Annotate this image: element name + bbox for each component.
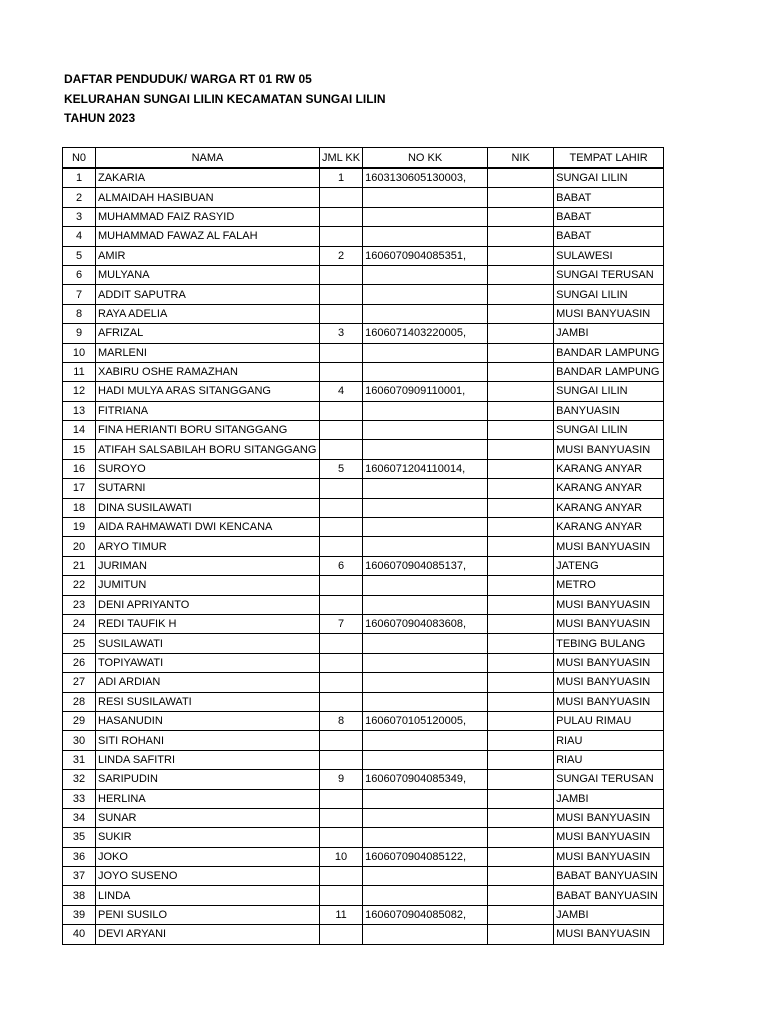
cell-nik <box>488 808 554 827</box>
cell-nik <box>488 246 554 265</box>
table-row <box>63 634 664 653</box>
cell-nama: HADI MULYA ARAS SITANGGANG <box>96 382 320 401</box>
cell-jml-kk <box>320 498 363 517</box>
cell-nama: TOPIYAWATI <box>96 653 320 672</box>
table-row <box>63 188 664 207</box>
cell-no-kk <box>363 227 488 246</box>
table-row <box>63 479 664 498</box>
cell-no: 38 <box>63 886 96 905</box>
cell-no-kk: 1606070904085351, <box>363 246 488 265</box>
table-row <box>63 498 664 517</box>
cell-jml-kk <box>320 401 363 420</box>
cell-nik <box>488 595 554 614</box>
cell-nik <box>488 576 554 595</box>
cell-no-kk <box>363 867 488 886</box>
cell-nama: SUNAR <box>96 808 320 827</box>
cell-no: 15 <box>63 440 96 459</box>
cell-tempat-lahir: JAMBI <box>554 905 664 924</box>
cell-tempat-lahir: BANDAR LAMPUNG <box>554 343 664 362</box>
table-row <box>63 401 664 420</box>
table-row <box>63 905 664 924</box>
cell-jml-kk <box>320 808 363 827</box>
cell-no: 16 <box>63 459 96 478</box>
cell-nik <box>488 673 554 692</box>
cell-tempat-lahir: SUNGAI LILIN <box>554 285 664 304</box>
cell-nama: SUROYO <box>96 459 320 478</box>
resident-table <box>62 147 664 945</box>
cell-no: 28 <box>63 692 96 711</box>
cell-no-kk <box>363 731 488 750</box>
cell-tempat-lahir: KARANG ANYAR <box>554 459 664 478</box>
table-row <box>63 246 664 265</box>
cell-no: 12 <box>63 382 96 401</box>
cell-tempat-lahir: SUNGAI LILIN <box>554 382 664 401</box>
cell-no: 39 <box>63 905 96 924</box>
cell-tempat-lahir: MUSI BANYUASIN <box>554 595 664 614</box>
table-row <box>63 265 664 284</box>
cell-tempat-lahir: MUSI BANYUASIN <box>554 653 664 672</box>
table-row <box>63 459 664 478</box>
table-row <box>63 828 664 847</box>
cell-tempat-lahir: MUSI BANYUASIN <box>554 537 664 556</box>
table-row <box>63 808 664 827</box>
table-row <box>63 285 664 304</box>
cell-tempat-lahir: BANDAR LAMPUNG <box>554 362 664 381</box>
cell-no: 9 <box>63 324 96 343</box>
table-row <box>63 324 664 343</box>
cell-jml-kk: 8 <box>320 711 363 730</box>
cell-nama: RAYA ADELIA <box>96 304 320 323</box>
cell-no-kk <box>363 498 488 517</box>
cell-nik <box>488 168 554 188</box>
cell-no-kk: 1606070909110001, <box>363 382 488 401</box>
cell-nik <box>488 421 554 440</box>
cell-no-kk: 1606070904085122, <box>363 847 488 866</box>
cell-nik <box>488 886 554 905</box>
cell-tempat-lahir: MUSI BANYUASIN <box>554 692 664 711</box>
cell-nama: ZAKARIA <box>96 168 320 188</box>
cell-tempat-lahir: BABAT BANYUASIN <box>554 886 664 905</box>
table-row <box>63 614 664 633</box>
cell-jml-kk <box>320 692 363 711</box>
cell-no-kk <box>363 265 488 284</box>
cell-no-kk: 1606070904085137, <box>363 556 488 575</box>
cell-nik <box>488 556 554 575</box>
table-row <box>63 382 664 401</box>
cell-jml-kk: 11 <box>320 905 363 924</box>
cell-jml-kk <box>320 265 363 284</box>
cell-jml-kk <box>320 421 363 440</box>
header-no-kk: NO KK <box>363 148 488 169</box>
cell-nama: ADDIT SAPUTRA <box>96 285 320 304</box>
cell-nama: MUHAMMAD FAWAZ AL FALAH <box>96 227 320 246</box>
table-row <box>63 227 664 246</box>
table-row <box>63 421 664 440</box>
cell-jml-kk: 4 <box>320 382 363 401</box>
cell-nik <box>488 498 554 517</box>
cell-tempat-lahir: BABAT <box>554 188 664 207</box>
cell-jml-kk <box>320 304 363 323</box>
cell-jml-kk <box>320 576 363 595</box>
cell-nama: ARYO TIMUR <box>96 537 320 556</box>
cell-no-kk <box>363 401 488 420</box>
cell-jml-kk <box>320 595 363 614</box>
cell-nik <box>488 711 554 730</box>
cell-jml-kk <box>320 886 363 905</box>
table-row <box>63 168 664 188</box>
cell-nama: HASANUDIN <box>96 711 320 730</box>
cell-nik <box>488 847 554 866</box>
cell-jml-kk <box>320 188 363 207</box>
cell-nik <box>488 731 554 750</box>
cell-nama: XABIRU OSHE RAMAZHAN <box>96 362 320 381</box>
cell-nik <box>488 324 554 343</box>
cell-jml-kk <box>320 440 363 459</box>
cell-nik <box>488 692 554 711</box>
cell-tempat-lahir: RIAU <box>554 750 664 769</box>
header-no: N0 <box>63 148 96 169</box>
cell-nik <box>488 634 554 653</box>
cell-tempat-lahir: MUSI BANYUASIN <box>554 673 664 692</box>
cell-nik <box>488 537 554 556</box>
cell-no-kk <box>363 576 488 595</box>
cell-nik <box>488 227 554 246</box>
heading-title: DAFTAR PENDUDUK/ WARGA RT 01 RW 05 <box>64 72 312 86</box>
cell-tempat-lahir: BANYUASIN <box>554 401 664 420</box>
cell-nama: JUMITUN <box>96 576 320 595</box>
cell-no-kk: 1606070105120005, <box>363 711 488 730</box>
cell-no: 7 <box>63 285 96 304</box>
table-row <box>63 711 664 730</box>
cell-nik <box>488 614 554 633</box>
cell-nik <box>488 905 554 924</box>
cell-no-kk <box>363 440 488 459</box>
cell-nik <box>488 285 554 304</box>
cell-no-kk <box>363 653 488 672</box>
cell-nik <box>488 867 554 886</box>
cell-no: 3 <box>63 207 96 226</box>
cell-no-kk <box>363 828 488 847</box>
cell-jml-kk: 10 <box>320 847 363 866</box>
cell-nama: SUSILAWATI <box>96 634 320 653</box>
cell-nama: MARLENI <box>96 343 320 362</box>
cell-nik <box>488 750 554 769</box>
cell-tempat-lahir: SUNGAI TERUSAN <box>554 770 664 789</box>
cell-no: 32 <box>63 770 96 789</box>
cell-no-kk <box>363 537 488 556</box>
cell-no: 13 <box>63 401 96 420</box>
cell-no-kk: 1606070904085082, <box>363 905 488 924</box>
cell-tempat-lahir: MUSI BANYUASIN <box>554 847 664 866</box>
table-row <box>63 362 664 381</box>
table-row <box>63 537 664 556</box>
cell-no-kk <box>363 285 488 304</box>
cell-no: 4 <box>63 227 96 246</box>
cell-no: 19 <box>63 518 96 537</box>
cell-tempat-lahir: SUNGAI LILIN <box>554 168 664 188</box>
table-row <box>63 673 664 692</box>
cell-tempat-lahir: MUSI BANYUASIN <box>554 440 664 459</box>
cell-tempat-lahir: MUSI BANYUASIN <box>554 828 664 847</box>
cell-nama: SARIPUDIN <box>96 770 320 789</box>
cell-no-kk <box>363 188 488 207</box>
cell-tempat-lahir: MUSI BANYUASIN <box>554 808 664 827</box>
cell-no-kk: 1606070904083608, <box>363 614 488 633</box>
table-row <box>63 770 664 789</box>
cell-jml-kk <box>320 673 363 692</box>
cell-no: 29 <box>63 711 96 730</box>
cell-no: 20 <box>63 537 96 556</box>
cell-jml-kk <box>320 750 363 769</box>
cell-jml-kk <box>320 867 363 886</box>
table-row <box>63 789 664 808</box>
cell-nik <box>488 401 554 420</box>
cell-nama: JURIMAN <box>96 556 320 575</box>
cell-nama: DENI APRIYANTO <box>96 595 320 614</box>
table-row <box>63 518 664 537</box>
cell-jml-kk: 5 <box>320 459 363 478</box>
cell-jml-kk: 9 <box>320 770 363 789</box>
cell-nama: AIDA RAHMAWATI DWI KENCANA <box>96 518 320 537</box>
cell-no: 22 <box>63 576 96 595</box>
cell-no: 2 <box>63 188 96 207</box>
cell-jml-kk <box>320 285 363 304</box>
cell-jml-kk <box>320 828 363 847</box>
cell-nama: ADI ARDIAN <box>96 673 320 692</box>
cell-no: 40 <box>63 925 96 944</box>
cell-tempat-lahir: SUNGAI LILIN <box>554 421 664 440</box>
cell-nama: DEVI ARYANI <box>96 925 320 944</box>
cell-nama: SUTARNI <box>96 479 320 498</box>
cell-nama: DINA SUSILAWATI <box>96 498 320 517</box>
table-row <box>63 595 664 614</box>
cell-nama: AMIR <box>96 246 320 265</box>
cell-no: 33 <box>63 789 96 808</box>
cell-no: 25 <box>63 634 96 653</box>
cell-nama: RESI SUSILAWATI <box>96 692 320 711</box>
cell-tempat-lahir: SULAWESI <box>554 246 664 265</box>
cell-no: 34 <box>63 808 96 827</box>
cell-nik <box>488 518 554 537</box>
table-row <box>63 556 664 575</box>
cell-nik <box>488 440 554 459</box>
cell-no-kk <box>363 421 488 440</box>
cell-nama: JOKO <box>96 847 320 866</box>
table-row <box>63 886 664 905</box>
cell-no-kk: 1606070904085349, <box>363 770 488 789</box>
cell-tempat-lahir: JAMBI <box>554 324 664 343</box>
table-header-row <box>63 148 664 169</box>
cell-tempat-lahir: MUSI BANYUASIN <box>554 614 664 633</box>
cell-no-kk <box>363 518 488 537</box>
cell-nama: FITRIANA <box>96 401 320 420</box>
table-row <box>63 731 664 750</box>
cell-nama: ATIFAH SALSABILAH BORU SITANGGANG <box>96 440 320 459</box>
cell-jml-kk: 2 <box>320 246 363 265</box>
table-row <box>63 440 664 459</box>
cell-nik <box>488 925 554 944</box>
cell-nik <box>488 265 554 284</box>
cell-jml-kk <box>320 362 363 381</box>
cell-no: 36 <box>63 847 96 866</box>
cell-nama: JOYO SUSENO <box>96 867 320 886</box>
cell-nik <box>488 343 554 362</box>
cell-no: 6 <box>63 265 96 284</box>
cell-no: 31 <box>63 750 96 769</box>
cell-tempat-lahir: KARANG ANYAR <box>554 498 664 517</box>
cell-nama: FINA HERIANTI BORU SITANGGANG <box>96 421 320 440</box>
cell-nama: MULYANA <box>96 265 320 284</box>
cell-tempat-lahir: JATENG <box>554 556 664 575</box>
table-body <box>63 168 664 944</box>
cell-no-kk: 1606071204110014, <box>363 459 488 478</box>
cell-jml-kk: 1 <box>320 168 363 188</box>
cell-nama: MUHAMMAD FAIZ RASYID <box>96 207 320 226</box>
cell-jml-kk <box>320 518 363 537</box>
cell-no: 30 <box>63 731 96 750</box>
cell-no-kk: 1606071403220005, <box>363 324 488 343</box>
table-row <box>63 653 664 672</box>
cell-no-kk <box>363 362 488 381</box>
cell-jml-kk: 7 <box>320 614 363 633</box>
cell-tempat-lahir: METRO <box>554 576 664 595</box>
cell-no-kk <box>363 750 488 769</box>
cell-tempat-lahir: PULAU RIMAU <box>554 711 664 730</box>
header-nama: NAMA <box>96 148 320 169</box>
table-row <box>63 867 664 886</box>
cell-tempat-lahir: MUSI BANYUASIN <box>554 304 664 323</box>
cell-no-kk <box>363 692 488 711</box>
cell-nik <box>488 382 554 401</box>
cell-no-kk <box>363 479 488 498</box>
cell-tempat-lahir: SUNGAI TERUSAN <box>554 265 664 284</box>
cell-no: 5 <box>63 246 96 265</box>
cell-nama: SITI ROHANI <box>96 731 320 750</box>
cell-jml-kk <box>320 925 363 944</box>
cell-jml-kk: 6 <box>320 556 363 575</box>
cell-no-kk <box>363 808 488 827</box>
cell-no-kk <box>363 207 488 226</box>
cell-no: 27 <box>63 673 96 692</box>
cell-jml-kk <box>320 789 363 808</box>
cell-nama: LINDA SAFITRI <box>96 750 320 769</box>
cell-no: 23 <box>63 595 96 614</box>
cell-nama: LINDA <box>96 886 320 905</box>
cell-no: 21 <box>63 556 96 575</box>
cell-nama: HERLINA <box>96 789 320 808</box>
cell-no-kk <box>363 595 488 614</box>
cell-tempat-lahir: BABAT <box>554 207 664 226</box>
cell-nik <box>488 653 554 672</box>
cell-jml-kk <box>320 227 363 246</box>
cell-no: 24 <box>63 614 96 633</box>
cell-nik <box>488 789 554 808</box>
cell-tempat-lahir: KARANG ANYAR <box>554 518 664 537</box>
cell-nama: PENI SUSILO <box>96 905 320 924</box>
cell-jml-kk <box>320 537 363 556</box>
cell-no: 1 <box>63 168 96 188</box>
cell-jml-kk <box>320 634 363 653</box>
table-row <box>63 304 664 323</box>
cell-no-kk <box>363 789 488 808</box>
cell-nik <box>488 188 554 207</box>
cell-no: 26 <box>63 653 96 672</box>
cell-tempat-lahir: MUSI BANYUASIN <box>554 925 664 944</box>
heading-location: KELURAHAN SUNGAI LILIN KECAMATAN SUNGAI LILIN <box>64 91 386 106</box>
cell-jml-kk: 3 <box>320 324 363 343</box>
cell-tempat-lahir: BABAT BANYUASIN <box>554 867 664 886</box>
cell-nama: REDI TAUFIK H <box>96 614 320 633</box>
table-row <box>63 847 664 866</box>
cell-jml-kk <box>320 653 363 672</box>
table-row <box>63 925 664 944</box>
cell-no: 37 <box>63 867 96 886</box>
cell-nik <box>488 207 554 226</box>
cell-nik <box>488 304 554 323</box>
document-heading <box>64 70 386 129</box>
table-row <box>63 692 664 711</box>
cell-nik <box>488 479 554 498</box>
cell-jml-kk <box>320 479 363 498</box>
cell-no-kk <box>363 343 488 362</box>
cell-no: 14 <box>63 421 96 440</box>
cell-tempat-lahir: BABAT <box>554 227 664 246</box>
cell-tempat-lahir: JAMBI <box>554 789 664 808</box>
cell-no-kk <box>363 673 488 692</box>
cell-nama: SUKIR <box>96 828 320 847</box>
cell-jml-kk <box>320 207 363 226</box>
cell-nik <box>488 459 554 478</box>
header-nik: NIK <box>488 148 554 169</box>
cell-nik <box>488 362 554 381</box>
cell-no-kk <box>363 886 488 905</box>
cell-no: 11 <box>63 362 96 381</box>
table-row <box>63 343 664 362</box>
cell-tempat-lahir: TEBING BULANG <box>554 634 664 653</box>
cell-jml-kk <box>320 343 363 362</box>
cell-no-kk <box>363 634 488 653</box>
table-row <box>63 207 664 226</box>
table-row <box>63 576 664 595</box>
cell-no: 18 <box>63 498 96 517</box>
cell-tempat-lahir: KARANG ANYAR <box>554 479 664 498</box>
cell-nik <box>488 770 554 789</box>
table-row <box>63 750 664 769</box>
cell-no-kk: 1603130605130003, <box>363 168 488 188</box>
heading-year: TAHUN 2023 <box>64 111 136 125</box>
cell-tempat-lahir: RIAU <box>554 731 664 750</box>
cell-no-kk <box>363 925 488 944</box>
cell-no: 17 <box>63 479 96 498</box>
cell-jml-kk <box>320 731 363 750</box>
header-tempat-lahir: TEMPAT LAHIR <box>554 148 664 169</box>
cell-nik <box>488 828 554 847</box>
header-jml-kk: JML KK <box>320 148 363 169</box>
cell-no: 10 <box>63 343 96 362</box>
cell-nama: AFRIZAL <box>96 324 320 343</box>
cell-no-kk <box>363 304 488 323</box>
cell-no: 35 <box>63 828 96 847</box>
cell-no: 8 <box>63 304 96 323</box>
cell-nama: ALMAIDAH HASIBUAN <box>96 188 320 207</box>
